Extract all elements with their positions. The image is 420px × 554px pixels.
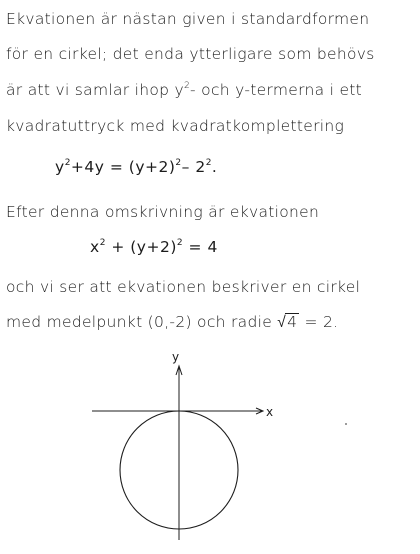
line-3-start: är att vi samlar ihop y [6, 81, 185, 99]
line-9-end: = 2. [299, 313, 339, 331]
sqrt-radicand: 4 [287, 313, 298, 331]
exponent: 2 [64, 158, 71, 168]
exponent: 2 [184, 81, 191, 91]
eq2-end: = 4 [183, 238, 218, 256]
y-axis-label: y [172, 350, 180, 364]
line-9-start: med medelpunkt (0,-2) och radie [6, 313, 278, 331]
eq1-end: . [211, 158, 218, 176]
line-8: och vi ser att ekvationen beskriver en cirkel [6, 278, 361, 296]
exponent: 2 [205, 158, 212, 168]
eq2-term-x: x [90, 238, 100, 256]
line-1: Ekvationen är nästan given i standardformen [6, 10, 370, 28]
line-3-end: - och y-termerna i ett [190, 81, 363, 99]
exponent: 2 [175, 158, 182, 168]
line-2: för en cirkel; det enda ytterligare som behövs [6, 45, 375, 63]
exponent: 2 [176, 238, 184, 248]
eq1-rhs: – 2 [181, 158, 206, 176]
eq1-middle: +4y = (y+2) [70, 158, 176, 176]
x-axis-label: x [266, 405, 274, 419]
exponent: 2 [99, 238, 106, 248]
sqrt-symbol: √ [277, 313, 287, 331]
line-4: kvadratuttryck med kvadratkomplettering [6, 117, 345, 135]
eq1-term-y: y [55, 158, 65, 176]
line-6: Efter denna omskrivning är ekvationen [6, 203, 320, 221]
stray-dot [345, 423, 347, 425]
eq2-middle: + (y+2) [105, 238, 177, 256]
